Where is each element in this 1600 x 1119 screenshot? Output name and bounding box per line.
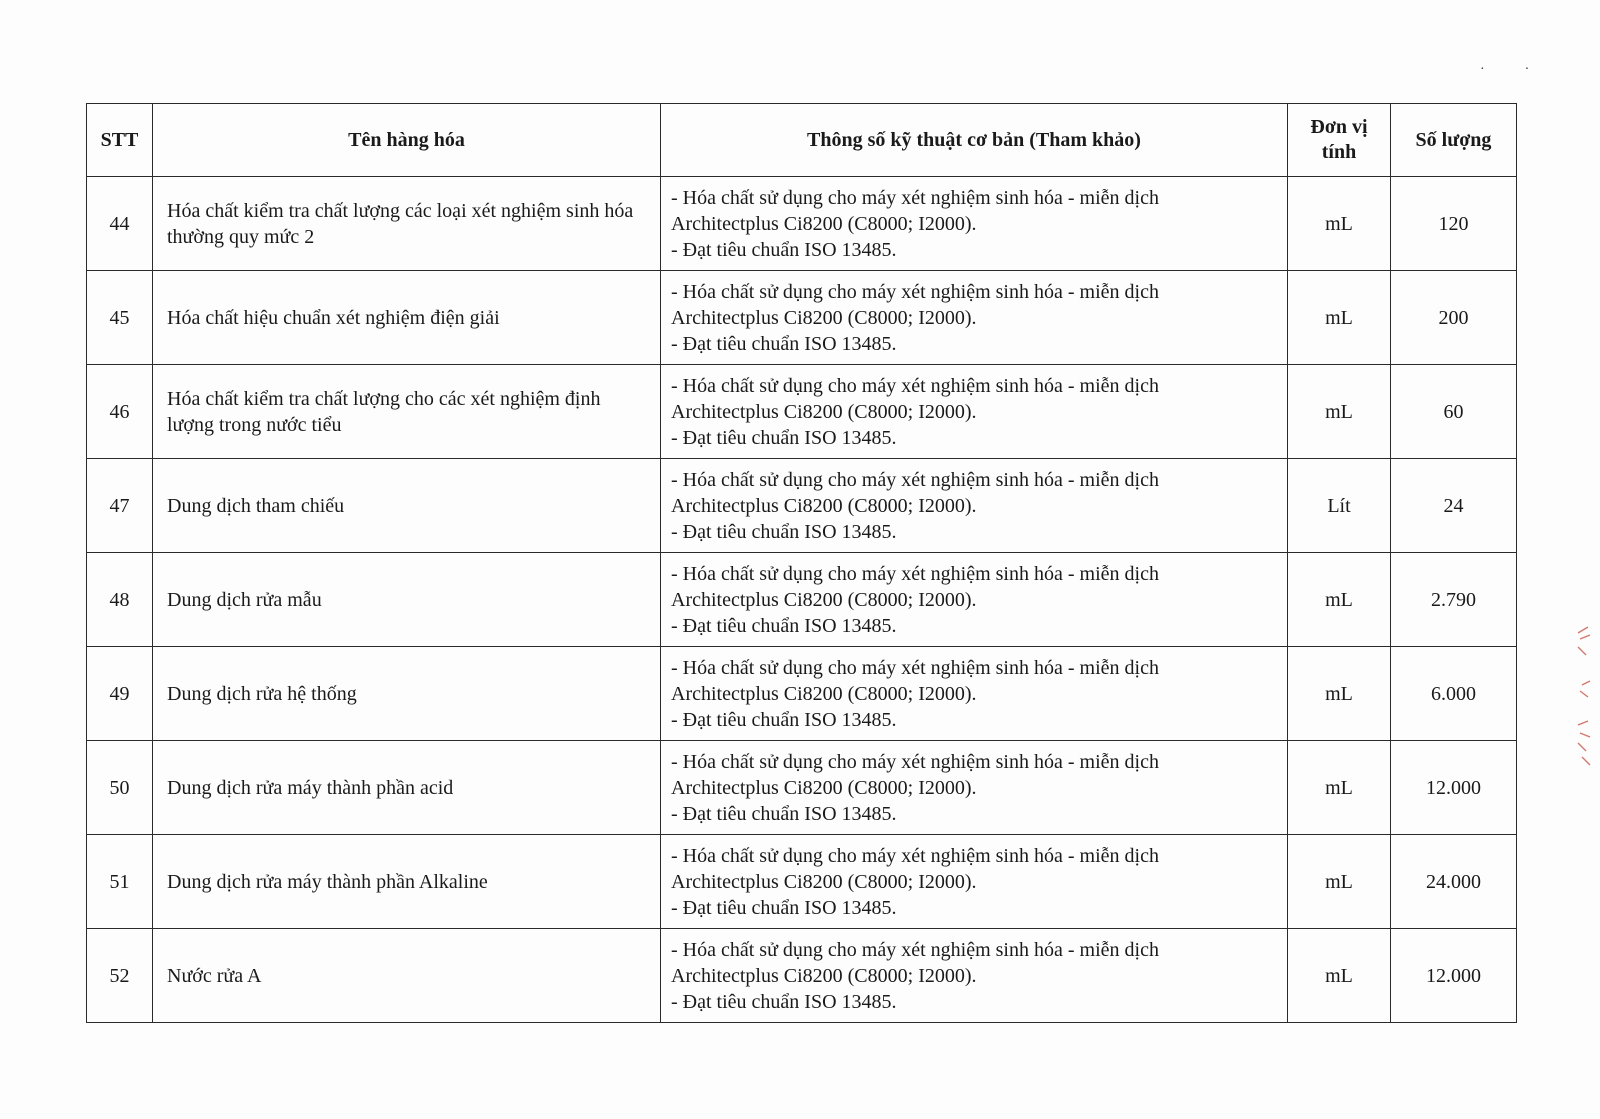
spec-line-3: - Đạt tiêu chuẩn ISO 13485.: [671, 426, 897, 449]
row-spec: [661, 459, 1288, 553]
row-qty: 200: [1391, 271, 1517, 365]
table-header-row: [87, 104, 1517, 177]
row-name: Nước rửa A: [153, 929, 661, 1023]
row-spec: [661, 741, 1288, 835]
spec-line-2: Architectplus Ci8200 (C8000; I2000).: [671, 682, 977, 705]
row-unit: mL: [1288, 553, 1391, 647]
spec-line-1: - Hóa chất sử dụng cho máy xét nghiệm sinh hóa - miễn dịch: [671, 844, 1159, 867]
row-stt: 47: [87, 459, 153, 553]
row-spec: [661, 835, 1288, 929]
row-spec: [661, 365, 1288, 459]
row-unit: mL: [1288, 271, 1391, 365]
row-name: Dung dịch rửa máy thành phần acid: [153, 741, 661, 835]
row-name: Hóa chất kiểm tra chất lượng các loại xét nghiệm sinh hóa thường quy mức 2: [153, 177, 661, 271]
row-unit: mL: [1288, 177, 1391, 271]
spec-line-2: Architectplus Ci8200 (C8000; I2000).: [671, 212, 977, 235]
row-unit: Lít: [1288, 459, 1391, 553]
row-name: Hóa chất hiệu chuẩn xét nghiệm điện giải: [153, 271, 661, 365]
row-name: Dung dịch rửa máy thành phần Alkaline: [153, 835, 661, 929]
table-row: [87, 741, 1517, 835]
row-unit: mL: [1288, 365, 1391, 459]
row-spec: [661, 177, 1288, 271]
header-stt: STT: [87, 104, 153, 177]
row-qty: 6.000: [1391, 647, 1517, 741]
spec-line-1: - Hóa chất sử dụng cho máy xét nghiệm sinh hóa - miễn dịch: [671, 468, 1159, 491]
spec-line-3: - Đạt tiêu chuẩn ISO 13485.: [671, 332, 897, 355]
spec-line-3: - Đạt tiêu chuẩn ISO 13485.: [671, 614, 897, 637]
goods-table: [86, 103, 1517, 1023]
margin-handwriting-mark: [1572, 625, 1596, 775]
spec-line-3: - Đạt tiêu chuẩn ISO 13485.: [671, 520, 897, 543]
spec-line-1: - Hóa chất sử dụng cho máy xét nghiệm sinh hóa - miễn dịch: [671, 750, 1159, 773]
row-name: Dung dịch rửa hệ thống: [153, 647, 661, 741]
row-spec: [661, 553, 1288, 647]
spec-line-2: Architectplus Ci8200 (C8000; I2000).: [671, 964, 977, 987]
row-stt: 49: [87, 647, 153, 741]
row-stt: 45: [87, 271, 153, 365]
row-qty: 24.000: [1391, 835, 1517, 929]
row-qty: 120: [1391, 177, 1517, 271]
spec-line-1: - Hóa chất sử dụng cho máy xét nghiệm sinh hóa - miễn dịch: [671, 280, 1159, 303]
header-unit-line1: Đơn vị: [1310, 116, 1368, 138]
spec-line-3: - Đạt tiêu chuẩn ISO 13485.: [671, 802, 897, 825]
row-unit: mL: [1288, 835, 1391, 929]
row-qty: 2.790: [1391, 553, 1517, 647]
spec-line-1: - Hóa chất sử dụng cho máy xét nghiệm sinh hóa - miễn dịch: [671, 656, 1159, 679]
table-row: [87, 365, 1517, 459]
table-row: [87, 553, 1517, 647]
spec-line-1: - Hóa chất sử dụng cho máy xét nghiệm sinh hóa - miễn dịch: [671, 938, 1159, 961]
spec-line-2: Architectplus Ci8200 (C8000; I2000).: [671, 400, 977, 423]
table-row: [87, 647, 1517, 741]
row-qty: 12.000: [1391, 741, 1517, 835]
spec-line-1: - Hóa chất sử dụng cho máy xét nghiệm sinh hóa - miễn dịch: [671, 562, 1159, 585]
spec-line-3: - Đạt tiêu chuẩn ISO 13485.: [671, 708, 897, 731]
row-unit: mL: [1288, 929, 1391, 1023]
row-name: Dung dịch tham chiếu: [153, 459, 661, 553]
row-stt: 44: [87, 177, 153, 271]
table-row: [87, 459, 1517, 553]
spec-line-2: Architectplus Ci8200 (C8000; I2000).: [671, 306, 977, 329]
header-unit-line2: tính: [1321, 141, 1357, 163]
header-qty: Số lượng: [1391, 104, 1517, 177]
spec-line-3: - Đạt tiêu chuẩn ISO 13485.: [671, 238, 897, 261]
spec-line-1: - Hóa chất sử dụng cho máy xét nghiệm sinh hóa - miễn dịch: [671, 186, 1159, 209]
row-name: Dung dịch rửa mẫu: [153, 553, 661, 647]
row-stt: 52: [87, 929, 153, 1023]
spec-line-2: Architectplus Ci8200 (C8000; I2000).: [671, 776, 977, 799]
row-stt: 46: [87, 365, 153, 459]
row-name: Hóa chất kiểm tra chất lượng cho các xét nghiệm định lượng trong nước tiểu: [153, 365, 661, 459]
spec-line-2: Architectplus Ci8200 (C8000; I2000).: [671, 870, 977, 893]
row-qty: 12.000: [1391, 929, 1517, 1023]
header-name: Tên hàng hóa: [153, 104, 661, 177]
row-stt: 51: [87, 835, 153, 929]
table-row: [87, 271, 1517, 365]
row-qty: 24: [1391, 459, 1517, 553]
table-row: [87, 929, 1517, 1023]
spec-line-3: - Đạt tiêu chuẩn ISO 13485.: [671, 990, 897, 1013]
spec-line-2: Architectplus Ci8200 (C8000; I2000).: [671, 588, 977, 611]
scan-dots-decoration: ··: [1480, 62, 1570, 77]
row-qty: 60: [1391, 365, 1517, 459]
row-spec: [661, 929, 1288, 1023]
row-stt: 48: [87, 553, 153, 647]
header-unit: [1288, 104, 1391, 177]
table-row: [87, 177, 1517, 271]
spec-line-1: - Hóa chất sử dụng cho máy xét nghiệm sinh hóa - miễn dịch: [671, 374, 1159, 397]
table-row: [87, 835, 1517, 929]
row-stt: 50: [87, 741, 153, 835]
spec-line-3: - Đạt tiêu chuẩn ISO 13485.: [671, 896, 897, 919]
row-spec: [661, 647, 1288, 741]
row-spec: [661, 271, 1288, 365]
spec-line-2: Architectplus Ci8200 (C8000; I2000).: [671, 494, 977, 517]
row-unit: mL: [1288, 741, 1391, 835]
header-spec: Thông số kỹ thuật cơ bản (Tham khảo): [661, 104, 1288, 177]
row-unit: mL: [1288, 647, 1391, 741]
